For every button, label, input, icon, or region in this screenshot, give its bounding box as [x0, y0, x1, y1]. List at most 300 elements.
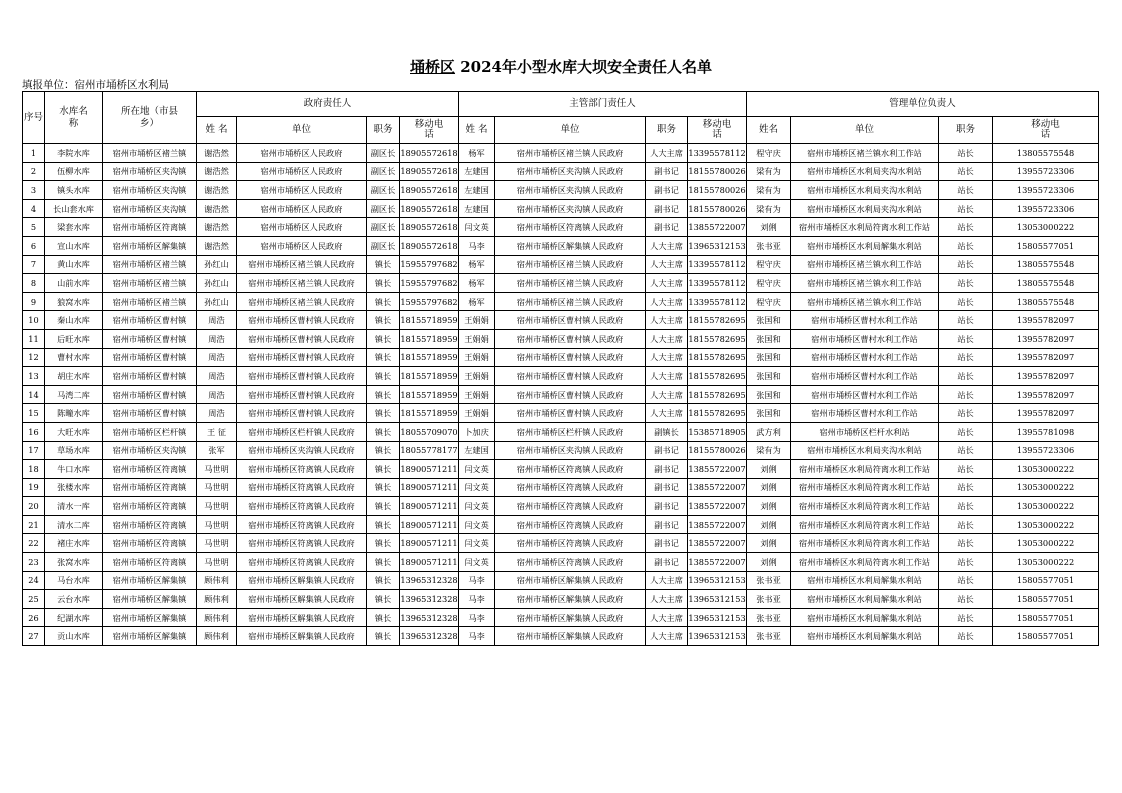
table-row: [23, 404, 1099, 423]
cell-dept-post: 人大主席: [646, 255, 688, 274]
header-reservoir: 水库名称: [45, 92, 103, 144]
cell-dept-post: 副书记: [646, 515, 688, 534]
cell-location: 宿州市埇桥区符离镇: [103, 218, 197, 237]
cell-dept-phone: 13855722007: [688, 553, 747, 572]
cell-mgmt-post: 站长: [939, 441, 993, 460]
cell-mgmt-phone: 13805575548: [993, 292, 1099, 311]
header-post: 职务: [367, 117, 400, 144]
cell-location: 宿州市埇桥区符离镇: [103, 515, 197, 534]
cell-reservoir: 清水二库: [45, 515, 103, 534]
cell-mgmt-unit: 宿州市埇桥区水利局解集水利站: [791, 571, 939, 590]
cell-mgmt-name: 张书亚: [747, 571, 791, 590]
cell-mgmt-unit: 宿州市埇桥区水利局符离水利工作站: [791, 460, 939, 479]
cell-dept-name: 杨军: [459, 274, 495, 293]
cell-mgmt-name: 刘俐: [747, 497, 791, 516]
cell-seq: 5: [23, 218, 45, 237]
cell-gov-name: 马世明: [197, 478, 237, 497]
cell-dept-unit: 宿州市埇桥区符离镇人民政府: [495, 460, 646, 479]
cell-dept-phone: 13855722007: [688, 460, 747, 479]
cell-gov-unit: 宿州市埇桥区符离镇人民政府: [237, 497, 367, 516]
cell-dept-name: 左建国: [459, 181, 495, 200]
cell-dept-name: 马李: [459, 608, 495, 627]
cell-gov-post: 镇长: [367, 590, 400, 609]
cell-reservoir: 梁套水库: [45, 218, 103, 237]
cell-location: 宿州市埇桥区解集镇: [103, 608, 197, 627]
title-district: 埇桥区: [410, 58, 456, 76]
cell-dept-name: 闫文英: [459, 553, 495, 572]
cell-dept-post: 人大主席: [646, 274, 688, 293]
cell-mgmt-unit: 宿州市埇桥区水利局符离水利工作站: [791, 515, 939, 534]
responsibility-table: [22, 91, 1099, 646]
cell-mgmt-post: 站长: [939, 144, 993, 163]
cell-reservoir: 伍柳水库: [45, 162, 103, 181]
table-row: [23, 144, 1099, 163]
table-row: [23, 422, 1099, 441]
cell-dept-unit: 宿州市埇桥区符离镇人民政府: [495, 515, 646, 534]
cell-gov-unit: 宿州市埇桥区人民政府: [237, 162, 367, 181]
cell-dept-name: 左建国: [459, 162, 495, 181]
table-row: [23, 348, 1099, 367]
cell-seq: 25: [23, 590, 45, 609]
cell-dept-name: 杨军: [459, 144, 495, 163]
cell-dept-post: 人大主席: [646, 367, 688, 386]
cell-mgmt-name: 张国和: [747, 367, 791, 386]
table-row: [23, 255, 1099, 274]
cell-gov-unit: 宿州市埇桥区栏杆镇人民政府: [237, 422, 367, 441]
cell-dept-phone: 13855722007: [688, 534, 747, 553]
cell-gov-post: 副区长: [367, 144, 400, 163]
table-row: [23, 460, 1099, 479]
cell-dept-unit: 宿州市埇桥区曹村镇人民政府: [495, 404, 646, 423]
cell-gov-phone: 15955797682: [400, 274, 459, 293]
cell-gov-phone: 18900571211: [400, 460, 459, 479]
cell-location: 宿州市埇桥区曹村镇: [103, 348, 197, 367]
cell-location: 宿州市埇桥区解集镇: [103, 590, 197, 609]
cell-mgmt-post: 站长: [939, 255, 993, 274]
cell-dept-name: 王娟娟: [459, 367, 495, 386]
cell-mgmt-unit: 宿州市埇桥区水利局解集水利站: [791, 590, 939, 609]
cell-gov-name: 谢浩然: [197, 218, 237, 237]
cell-mgmt-unit: 宿州市埇桥区褚兰镇水利工作站: [791, 255, 939, 274]
cell-dept-unit: 宿州市埇桥区夹沟镇人民政府: [495, 199, 646, 218]
cell-gov-phone: 15955797682: [400, 255, 459, 274]
header-name: 姓 名: [459, 117, 495, 144]
cell-mgmt-unit: 宿州市埇桥区水利局夹沟水利站: [791, 441, 939, 460]
cell-dept-unit: 宿州市埇桥区褚兰镇人民政府: [495, 255, 646, 274]
cell-gov-phone: 13965312328: [400, 627, 459, 646]
cell-mgmt-name: 张书亚: [747, 236, 791, 255]
cell-gov-unit: 宿州市埇桥区人民政府: [237, 218, 367, 237]
cell-dept-phone: 18155782695: [688, 348, 747, 367]
cell-gov-unit: 宿州市埇桥区解集镇人民政府: [237, 608, 367, 627]
cell-reservoir: 纪湖水库: [45, 608, 103, 627]
cell-gov-phone: 18900571211: [400, 515, 459, 534]
cell-dept-name: 左建国: [459, 441, 495, 460]
cell-gov-unit: 宿州市埇桥区褚兰镇人民政府: [237, 255, 367, 274]
cell-gov-unit: 宿州市埇桥区曹村镇人民政府: [237, 385, 367, 404]
cell-mgmt-phone: 13955723306: [993, 162, 1099, 181]
cell-dept-post: 人大主席: [646, 329, 688, 348]
table-row: [23, 590, 1099, 609]
cell-gov-post: 镇长: [367, 478, 400, 497]
cell-dept-post: 人大主席: [646, 292, 688, 311]
cell-dept-phone: 18155780026: [688, 199, 747, 218]
cell-reservoir: 秦山水库: [45, 311, 103, 330]
cell-gov-post: 镇长: [367, 460, 400, 479]
header-name: 姓 名: [197, 117, 237, 144]
cell-seq: 22: [23, 534, 45, 553]
cell-dept-phone: 18155780026: [688, 162, 747, 181]
cell-dept-phone: 18155782695: [688, 404, 747, 423]
cell-mgmt-post: 站长: [939, 422, 993, 441]
cell-gov-unit: 宿州市埇桥区曹村镇人民政府: [237, 367, 367, 386]
cell-gov-unit: 宿州市埇桥区曹村镇人民政府: [237, 311, 367, 330]
cell-dept-phone: 15385718905: [688, 422, 747, 441]
cell-gov-post: 镇长: [367, 385, 400, 404]
header-unit: 单位: [237, 117, 367, 144]
cell-seq: 6: [23, 236, 45, 255]
cell-dept-unit: 宿州市埇桥区夹沟镇人民政府: [495, 441, 646, 460]
cell-mgmt-phone: 13955782097: [993, 329, 1099, 348]
cell-dept-post: 副书记: [646, 460, 688, 479]
cell-gov-name: 马世明: [197, 515, 237, 534]
table-row: [23, 441, 1099, 460]
cell-reservoir: 狼窝水库: [45, 292, 103, 311]
cell-gov-post: 副区长: [367, 181, 400, 200]
cell-gov-unit: 宿州市埇桥区解集镇人民政府: [237, 590, 367, 609]
cell-gov-unit: 宿州市埇桥区褚兰镇人民政府: [237, 292, 367, 311]
cell-reservoir: 山前水库: [45, 274, 103, 293]
cell-mgmt-name: 梁有为: [747, 181, 791, 200]
table-row: [23, 218, 1099, 237]
cell-mgmt-unit: 宿州市埇桥区褚兰镇水利工作站: [791, 144, 939, 163]
cell-gov-name: 周浩: [197, 329, 237, 348]
cell-mgmt-name: 程守庆: [747, 255, 791, 274]
cell-gov-phone: 18900571211: [400, 478, 459, 497]
table-row: [23, 571, 1099, 590]
cell-dept-phone: 13965312153: [688, 590, 747, 609]
cell-dept-post: 人大主席: [646, 404, 688, 423]
cell-mgmt-name: 张书亚: [747, 627, 791, 646]
cell-mgmt-name: 张国和: [747, 404, 791, 423]
cell-gov-phone: 18155718959: [400, 311, 459, 330]
cell-location: 宿州市埇桥区曹村镇: [103, 311, 197, 330]
cell-location: 宿州市埇桥区曹村镇: [103, 385, 197, 404]
cell-reservoir: 张窝水库: [45, 553, 103, 572]
title-text: 2024年小型水库大坝安全责任人名单: [460, 58, 712, 76]
header-post: 职务: [939, 117, 993, 144]
cell-mgmt-name: 张书亚: [747, 590, 791, 609]
cell-dept-post: 副书记: [646, 441, 688, 460]
cell-gov-post: 镇长: [367, 608, 400, 627]
cell-mgmt-phone: 13805575548: [993, 274, 1099, 293]
cell-gov-name: 王 征: [197, 422, 237, 441]
cell-mgmt-unit: 宿州市埇桥区曹村水利工作站: [791, 329, 939, 348]
cell-gov-name: 顾伟利: [197, 571, 237, 590]
cell-seq: 15: [23, 404, 45, 423]
cell-gov-phone: 18905572618: [400, 144, 459, 163]
cell-mgmt-name: 张国和: [747, 348, 791, 367]
cell-mgmt-phone: 15805577051: [993, 236, 1099, 255]
cell-gov-post: 镇长: [367, 274, 400, 293]
header-unit: 单位: [791, 117, 939, 144]
cell-dept-post: 人大主席: [646, 236, 688, 255]
cell-dept-post: 副书记: [646, 534, 688, 553]
cell-dept-unit: 宿州市埇桥区符离镇人民政府: [495, 218, 646, 237]
cell-gov-name: 周浩: [197, 385, 237, 404]
cell-dept-post: 人大主席: [646, 144, 688, 163]
cell-reservoir: 后旺水库: [45, 329, 103, 348]
cell-location: 宿州市埇桥区褚兰镇: [103, 144, 197, 163]
cell-mgmt-phone: 13053000222: [993, 515, 1099, 534]
cell-mgmt-phone: 13955781098: [993, 422, 1099, 441]
cell-gov-phone: 18155718959: [400, 367, 459, 386]
cell-gov-post: 副区长: [367, 236, 400, 255]
cell-mgmt-post: 站长: [939, 553, 993, 572]
cell-dept-post: 人大主席: [646, 627, 688, 646]
cell-reservoir: 马湾二库: [45, 385, 103, 404]
cell-location: 宿州市埇桥区夹沟镇: [103, 441, 197, 460]
cell-dept-name: 闫文英: [459, 497, 495, 516]
cell-dept-post: 副书记: [646, 478, 688, 497]
cell-gov-name: 顾伟利: [197, 608, 237, 627]
cell-gov-phone: 13965312328: [400, 571, 459, 590]
cell-mgmt-unit: 宿州市埇桥区水利局解集水利站: [791, 608, 939, 627]
cell-mgmt-phone: 13053000222: [993, 534, 1099, 553]
cell-reservoir: 胡庄水库: [45, 367, 103, 386]
cell-gov-name: 谢浩然: [197, 144, 237, 163]
cell-gov-post: 镇长: [367, 627, 400, 646]
cell-mgmt-unit: 宿州市埇桥区水利局符离水利工作站: [791, 218, 939, 237]
cell-gov-post: 镇长: [367, 292, 400, 311]
cell-location: 宿州市埇桥区夹沟镇: [103, 162, 197, 181]
cell-mgmt-unit: 宿州市埇桥区水利局符离水利工作站: [791, 553, 939, 572]
cell-gov-phone: 18055709070: [400, 422, 459, 441]
cell-seq: 2: [23, 162, 45, 181]
cell-mgmt-unit: 宿州市埇桥区曹村水利工作站: [791, 385, 939, 404]
cell-seq: 12: [23, 348, 45, 367]
cell-seq: 1: [23, 144, 45, 163]
cell-dept-phone: 13965312153: [688, 608, 747, 627]
cell-mgmt-name: 程守庆: [747, 274, 791, 293]
cell-dept-name: 马李: [459, 571, 495, 590]
cell-gov-name: 谢浩然: [197, 199, 237, 218]
page-title: [0, 56, 1122, 77]
cell-mgmt-unit: 宿州市埇桥区水利局解集水利站: [791, 236, 939, 255]
table-row: [23, 329, 1099, 348]
cell-location: 宿州市埇桥区曹村镇: [103, 329, 197, 348]
cell-gov-unit: 宿州市埇桥区曹村镇人民政府: [237, 329, 367, 348]
cell-location: 宿州市埇桥区解集镇: [103, 571, 197, 590]
cell-dept-unit: 宿州市埇桥区曹村镇人民政府: [495, 329, 646, 348]
cell-dept-name: 王娟娟: [459, 348, 495, 367]
cell-gov-phone: 18900571211: [400, 553, 459, 572]
header-seq: 序号: [23, 92, 45, 144]
cell-gov-unit: 宿州市埇桥区夹沟镇人民政府: [237, 441, 367, 460]
cell-gov-phone: 18155718959: [400, 404, 459, 423]
cell-reservoir: 曹村水库: [45, 348, 103, 367]
cell-dept-phone: 13395578112: [688, 255, 747, 274]
cell-gov-post: 镇长: [367, 497, 400, 516]
cell-reservoir: 贡山水库: [45, 627, 103, 646]
cell-mgmt-unit: 宿州市埇桥区曹村水利工作站: [791, 348, 939, 367]
cell-seq: 24: [23, 571, 45, 590]
cell-dept-name: 王娟娟: [459, 385, 495, 404]
cell-reservoir: 草场水库: [45, 441, 103, 460]
cell-dept-phone: 13855722007: [688, 478, 747, 497]
cell-mgmt-unit: 宿州市埇桥区褚兰镇水利工作站: [791, 292, 939, 311]
cell-dept-phone: 13395578112: [688, 292, 747, 311]
cell-mgmt-name: 程守庆: [747, 292, 791, 311]
cell-dept-unit: 宿州市埇桥区夹沟镇人民政府: [495, 162, 646, 181]
cell-dept-unit: 宿州市埇桥区解集镇人民政府: [495, 590, 646, 609]
cell-seq: 8: [23, 274, 45, 293]
cell-gov-name: 谢浩然: [197, 181, 237, 200]
cell-gov-post: 镇长: [367, 422, 400, 441]
cell-dept-unit: 宿州市埇桥区符离镇人民政府: [495, 553, 646, 572]
cell-mgmt-post: 站长: [939, 608, 993, 627]
cell-mgmt-post: 站长: [939, 329, 993, 348]
cell-dept-name: 杨军: [459, 255, 495, 274]
cell-dept-unit: 宿州市埇桥区褚兰镇人民政府: [495, 292, 646, 311]
cell-dept-name: 闫文英: [459, 460, 495, 479]
cell-gov-unit: 宿州市埇桥区人民政府: [237, 181, 367, 200]
cell-gov-post: 镇长: [367, 255, 400, 274]
cell-gov-unit: 宿州市埇桥区符离镇人民政府: [237, 553, 367, 572]
cell-seq: 13: [23, 367, 45, 386]
cell-gov-unit: 宿州市埇桥区人民政府: [237, 144, 367, 163]
cell-mgmt-post: 站长: [939, 348, 993, 367]
cell-location: 宿州市埇桥区栏杆镇: [103, 422, 197, 441]
cell-dept-post: 人大主席: [646, 608, 688, 627]
cell-mgmt-post: 站长: [939, 274, 993, 293]
cell-seq: 20: [23, 497, 45, 516]
table-row: [23, 608, 1099, 627]
cell-mgmt-name: 梁有为: [747, 441, 791, 460]
cell-dept-unit: 宿州市埇桥区符离镇人民政府: [495, 497, 646, 516]
cell-dept-unit: 宿州市埇桥区曹村镇人民政府: [495, 385, 646, 404]
cell-gov-name: 马世明: [197, 553, 237, 572]
cell-mgmt-phone: 15805577051: [993, 571, 1099, 590]
cell-mgmt-post: 站长: [939, 292, 993, 311]
cell-mgmt-unit: 宿州市埇桥区褚兰镇水利工作站: [791, 274, 939, 293]
cell-dept-post: 人大主席: [646, 348, 688, 367]
cell-mgmt-phone: 15805577051: [993, 627, 1099, 646]
cell-mgmt-name: 刘俐: [747, 218, 791, 237]
cell-dept-unit: 宿州市埇桥区曹村镇人民政府: [495, 311, 646, 330]
cell-mgmt-post: 站长: [939, 497, 993, 516]
cell-dept-unit: 宿州市埇桥区解集镇人民政府: [495, 571, 646, 590]
cell-gov-name: 马世明: [197, 460, 237, 479]
reporting-unit: 填报单位：宿州市埇桥区水利局: [22, 79, 169, 91]
cell-mgmt-phone: 13053000222: [993, 478, 1099, 497]
cell-reservoir: 云台水库: [45, 590, 103, 609]
cell-dept-post: 副书记: [646, 497, 688, 516]
cell-gov-phone: 18155718959: [400, 329, 459, 348]
table-row: [23, 311, 1099, 330]
cell-reservoir: 牛口水库: [45, 460, 103, 479]
cell-dept-name: 杨军: [459, 292, 495, 311]
cell-reservoir: 清水一库: [45, 497, 103, 516]
cell-gov-post: 副区长: [367, 218, 400, 237]
table-row: [23, 534, 1099, 553]
cell-dept-unit: 宿州市埇桥区夹沟镇人民政府: [495, 181, 646, 200]
cell-gov-unit: 宿州市埇桥区曹村镇人民政府: [237, 404, 367, 423]
cell-mgmt-post: 站长: [939, 571, 993, 590]
cell-mgmt-phone: 13955782097: [993, 348, 1099, 367]
cell-gov-unit: 宿州市埇桥区人民政府: [237, 199, 367, 218]
cell-mgmt-name: 程守庆: [747, 144, 791, 163]
cell-dept-phone: 18155780026: [688, 441, 747, 460]
cell-gov-post: 镇长: [367, 553, 400, 572]
cell-dept-unit: 宿州市埇桥区曹村镇人民政府: [495, 367, 646, 386]
cell-gov-post: 镇长: [367, 441, 400, 460]
cell-mgmt-phone: 15805577051: [993, 608, 1099, 627]
cell-mgmt-phone: 13955782097: [993, 367, 1099, 386]
table-row: [23, 236, 1099, 255]
cell-mgmt-name: 刘俐: [747, 534, 791, 553]
cell-reservoir: 张楼水库: [45, 478, 103, 497]
table-row: [23, 274, 1099, 293]
cell-gov-post: 镇长: [367, 571, 400, 590]
cell-gov-phone: 18905572618: [400, 181, 459, 200]
cell-mgmt-phone: 13955782097: [993, 311, 1099, 330]
cell-gov-phone: 15955797682: [400, 292, 459, 311]
cell-dept-name: 闫文英: [459, 478, 495, 497]
cell-gov-unit: 宿州市埇桥区褚兰镇人民政府: [237, 274, 367, 293]
cell-seq: 26: [23, 608, 45, 627]
table-row: [23, 367, 1099, 386]
cell-dept-name: 王娟娟: [459, 329, 495, 348]
table-row: [23, 181, 1099, 200]
cell-gov-post: 镇长: [367, 311, 400, 330]
cell-mgmt-post: 站长: [939, 534, 993, 553]
cell-gov-unit: 宿州市埇桥区人民政府: [237, 236, 367, 255]
table-body: [23, 144, 1099, 646]
cell-reservoir: 陈疃水库: [45, 404, 103, 423]
cell-gov-post: 镇长: [367, 367, 400, 386]
cell-mgmt-unit: 宿州市埇桥区曹村水利工作站: [791, 311, 939, 330]
cell-location: 宿州市埇桥区曹村镇: [103, 367, 197, 386]
cell-mgmt-unit: 宿州市埇桥区水利局符离水利工作站: [791, 534, 939, 553]
cell-reservoir: 李院水库: [45, 144, 103, 163]
cell-dept-name: 闫文英: [459, 515, 495, 534]
cell-reservoir: 大旺水库: [45, 422, 103, 441]
table-row: [23, 292, 1099, 311]
cell-gov-phone: 18155718959: [400, 348, 459, 367]
cell-gov-name: 张军: [197, 441, 237, 460]
cell-location: 宿州市埇桥区符离镇: [103, 553, 197, 572]
table-row: [23, 162, 1099, 181]
cell-mgmt-name: 刘俐: [747, 553, 791, 572]
cell-location: 宿州市埇桥区符离镇: [103, 497, 197, 516]
cell-seq: 27: [23, 627, 45, 646]
table-row: [23, 627, 1099, 646]
cell-dept-post: 副书记: [646, 553, 688, 572]
cell-mgmt-phone: 13955723306: [993, 441, 1099, 460]
header-phone: 移动电话: [993, 117, 1099, 144]
cell-seq: 23: [23, 553, 45, 572]
cell-seq: 16: [23, 422, 45, 441]
cell-gov-unit: 宿州市埇桥区符离镇人民政府: [237, 515, 367, 534]
cell-mgmt-post: 站长: [939, 367, 993, 386]
cell-dept-unit: 宿州市埇桥区栏杆镇人民政府: [495, 422, 646, 441]
table-row: [23, 478, 1099, 497]
cell-gov-name: 周浩: [197, 367, 237, 386]
cell-mgmt-name: 武方利: [747, 422, 791, 441]
cell-gov-phone: 18055778177: [400, 441, 459, 460]
cell-seq: 7: [23, 255, 45, 274]
